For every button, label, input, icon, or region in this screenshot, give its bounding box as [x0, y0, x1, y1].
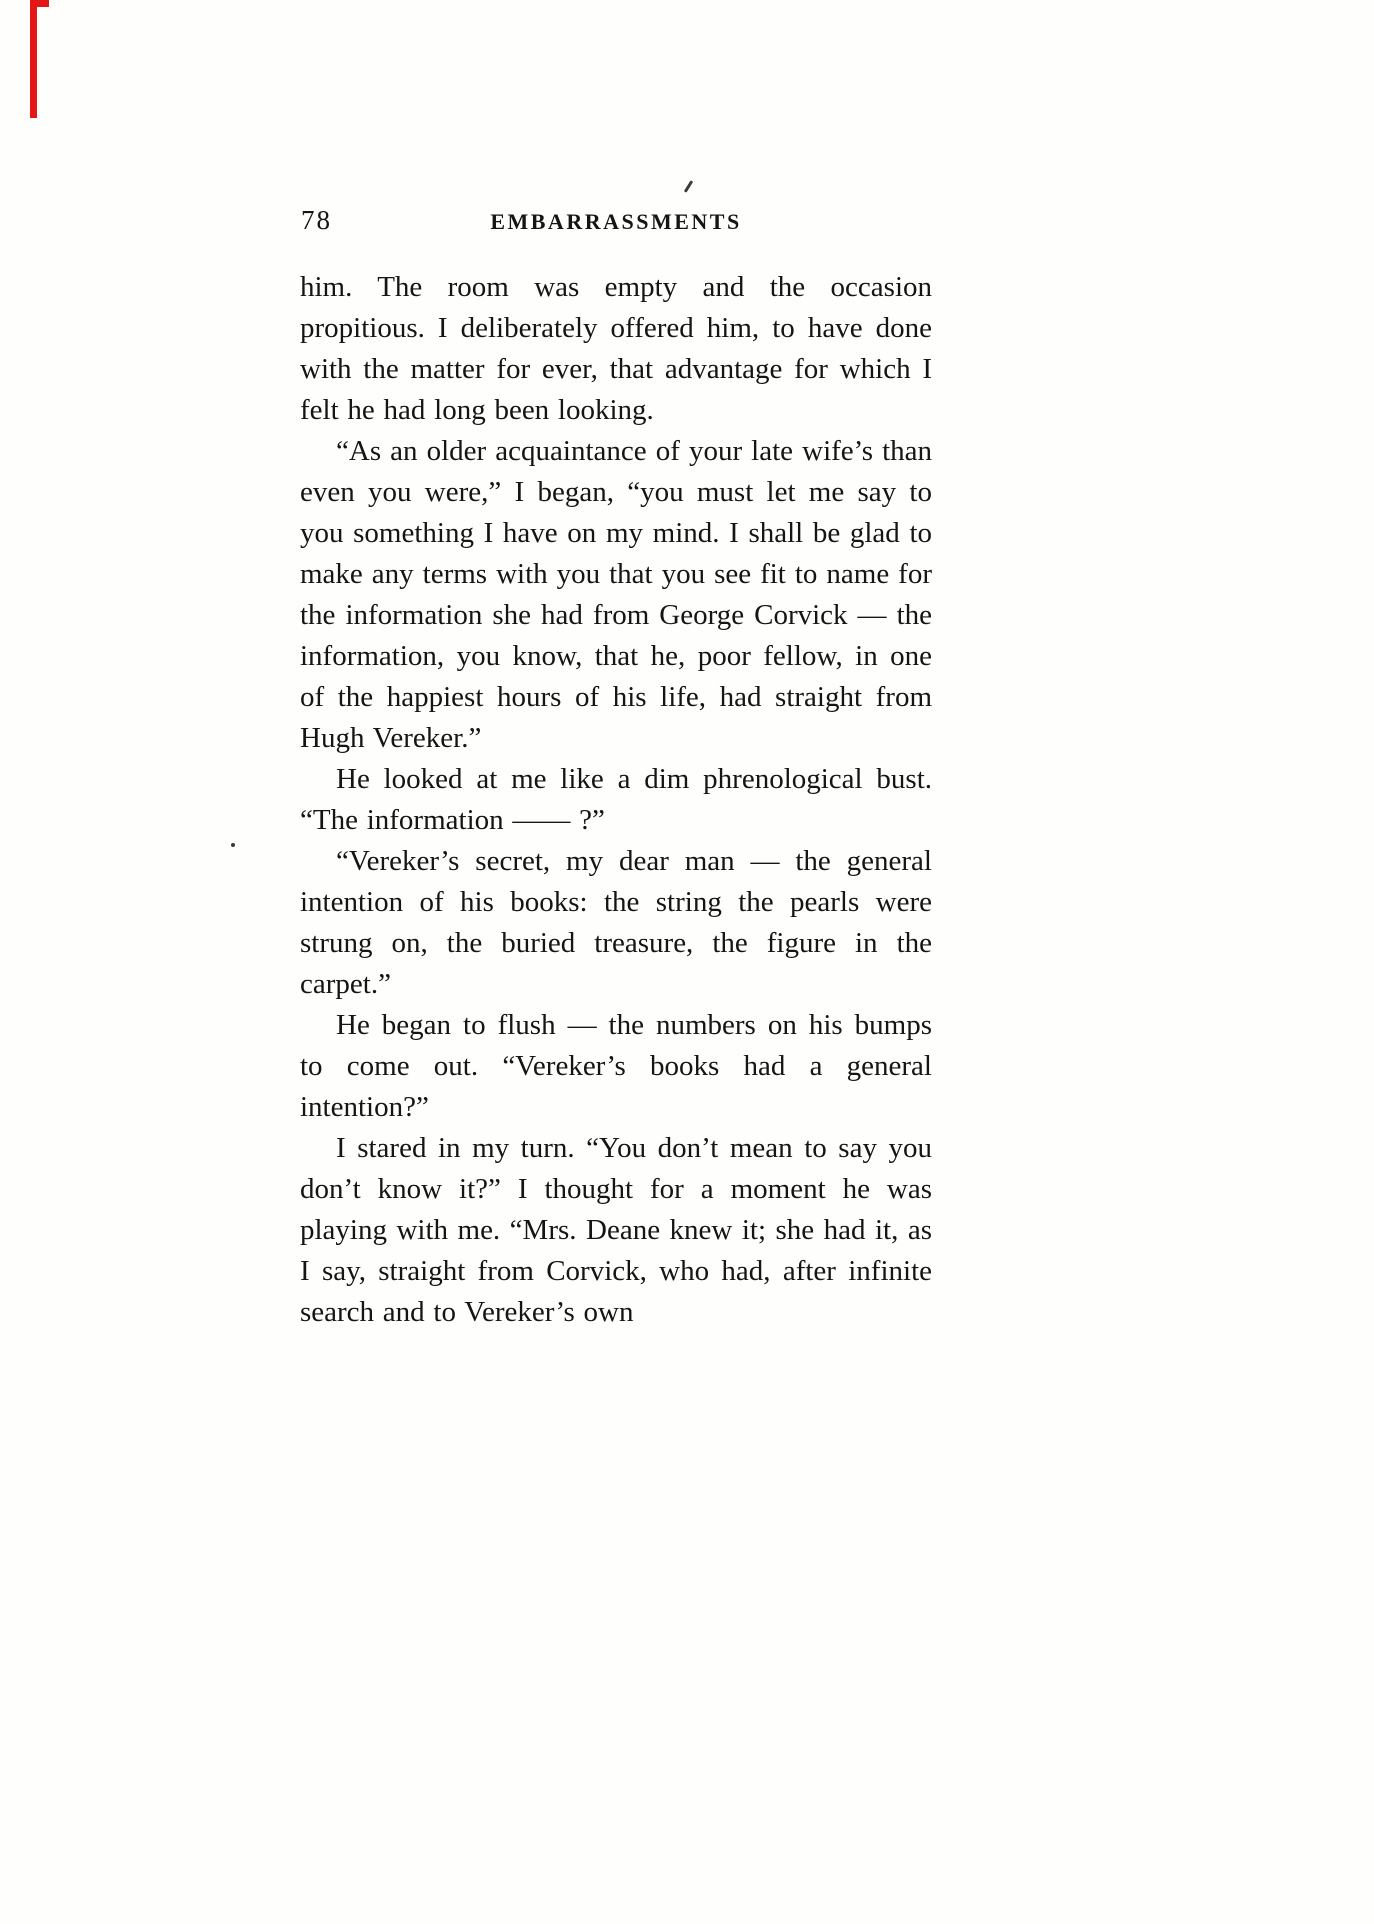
paragraph: I stared in my turn. “You don’t mean to say you don’t know it?” I thought for a moment he was playing with me. “Mrs. Deane knew it; she had it, as I say, straight from Corvick, who had, after infinite search and to Vereker’s own [300, 1132, 932, 1328]
scan-artifact-left-line [30, 0, 37, 118]
scan-speck-dot [231, 843, 235, 847]
paragraph: “As an older acquaintance of your late wife’s than even you were,” I began, “you must let me say to you something I have on my mind. I shall be glad to make any terms with you that you see fit to name for the information she had from George Corvick — the information, you know, that he, poor fellow, in one of the happiest hours of his life, had straight from Hugh Vereker.” [300, 435, 932, 754]
text-block [300, 203, 932, 1333]
paragraph: He began to flush — the numbers on his bumps to come out. “Vereker’s books had a general intention?” [300, 1009, 932, 1123]
scan-artifact-top-line [30, 0, 49, 7]
page-number: 78 [301, 205, 332, 235]
paragraph: him. The room was empty and the occasion propitious. I deliberately offered him, to have done with the matter for ever, that advantage for which I felt he had long been looking. [300, 271, 932, 426]
page-header [300, 203, 932, 239]
paragraph: He looked at me like a dim phrenological bust. “The information —— ?” [300, 763, 932, 836]
running-title: EMBARRASSMENTS [490, 209, 742, 234]
paragraph: “Vereker’s secret, my dear man — the general intention of his books: the string the pearls were strung on, the buried treasure, the figure in the carpet.” [300, 845, 932, 1000]
scan-speck-tick [684, 180, 693, 193]
